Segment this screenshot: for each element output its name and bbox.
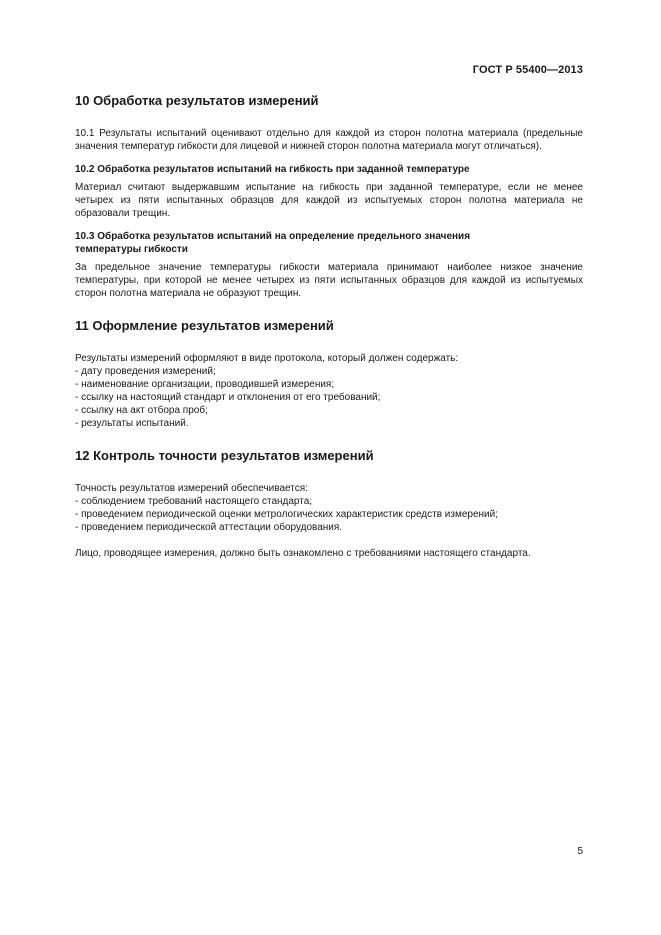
- list-item: - проведением периодической аттестации оборудования.: [75, 522, 343, 533]
- list-item: - ссылку на настоящий стандарт и отклонения от его требований;: [75, 392, 381, 403]
- heading-10-2: 10.2 Обработка результатов испытаний на гибкость при заданной температуре: [75, 164, 470, 175]
- section-11-title: 11 Оформление результатов измерений: [75, 318, 334, 333]
- section-12-title: 12 Контроль точности результатов измерений: [75, 448, 374, 463]
- heading-10-3-line2: температуры гибкости: [75, 244, 188, 255]
- list-item: - ссылку на акт отбора проб;: [75, 405, 208, 416]
- section-11-list: [75, 352, 583, 430]
- section-12-closing: Лицо, проводящее измерения, должно быть ознакомлено с требованиями настоящего стандарта.: [75, 548, 531, 559]
- list-item: - результаты испытаний.: [75, 418, 189, 429]
- section-10-title: 10 Обработка результатов измерений: [75, 93, 319, 108]
- section-12-list: [75, 482, 583, 534]
- section-11-intro: Результаты измерений оформляют в виде протокола, который должен содержать:: [75, 353, 459, 364]
- list-item: - соблюдением требований настоящего стандарта;: [75, 496, 313, 507]
- heading-10-3: [75, 230, 583, 256]
- paragraph-10-1: 10.1 Результаты испытаний оценивают отдельно для каждой из сторон полотна материала (предельные значения температур гибкости для лицевой и нижней сторон полотна материала могут отличаться).: [75, 128, 583, 152]
- page-number: 5: [577, 846, 583, 857]
- document-code: ГОСТ Р 55400—2013: [472, 64, 583, 76]
- section-12-intro: Точность результатов измерений обеспечивается:: [75, 483, 308, 494]
- heading-10-3-line1: 10.3 Обработка результатов испытаний на определение предельного значения: [75, 231, 471, 242]
- paragraph-10-2: Материал считают выдержавшим испытание на гибкость при заданной температуре, если не менее четырех из пяти испытанных образцов для каждой из испытуемых сторон полотна материала не образовали трещин.: [75, 182, 583, 219]
- list-item: - проведением периодической оценки метрологических характеристик средств измерений;: [75, 509, 498, 520]
- list-item: - дату проведения измерений;: [75, 366, 216, 377]
- paragraph-10-3: За предельное значение температуры гибкости материала принимают наиболее низкое значение температуры, при которой не менее четырех из пяти испытанных образцов для каждой из испытуемых сторон полотна материала не образуют трещин.: [75, 262, 583, 299]
- section-10: [75, 93, 583, 300]
- section-11: [75, 318, 583, 430]
- document-body: [75, 93, 583, 560]
- list-item: - наименование организации, проводившей измерения;: [75, 379, 335, 390]
- section-12: [75, 448, 583, 560]
